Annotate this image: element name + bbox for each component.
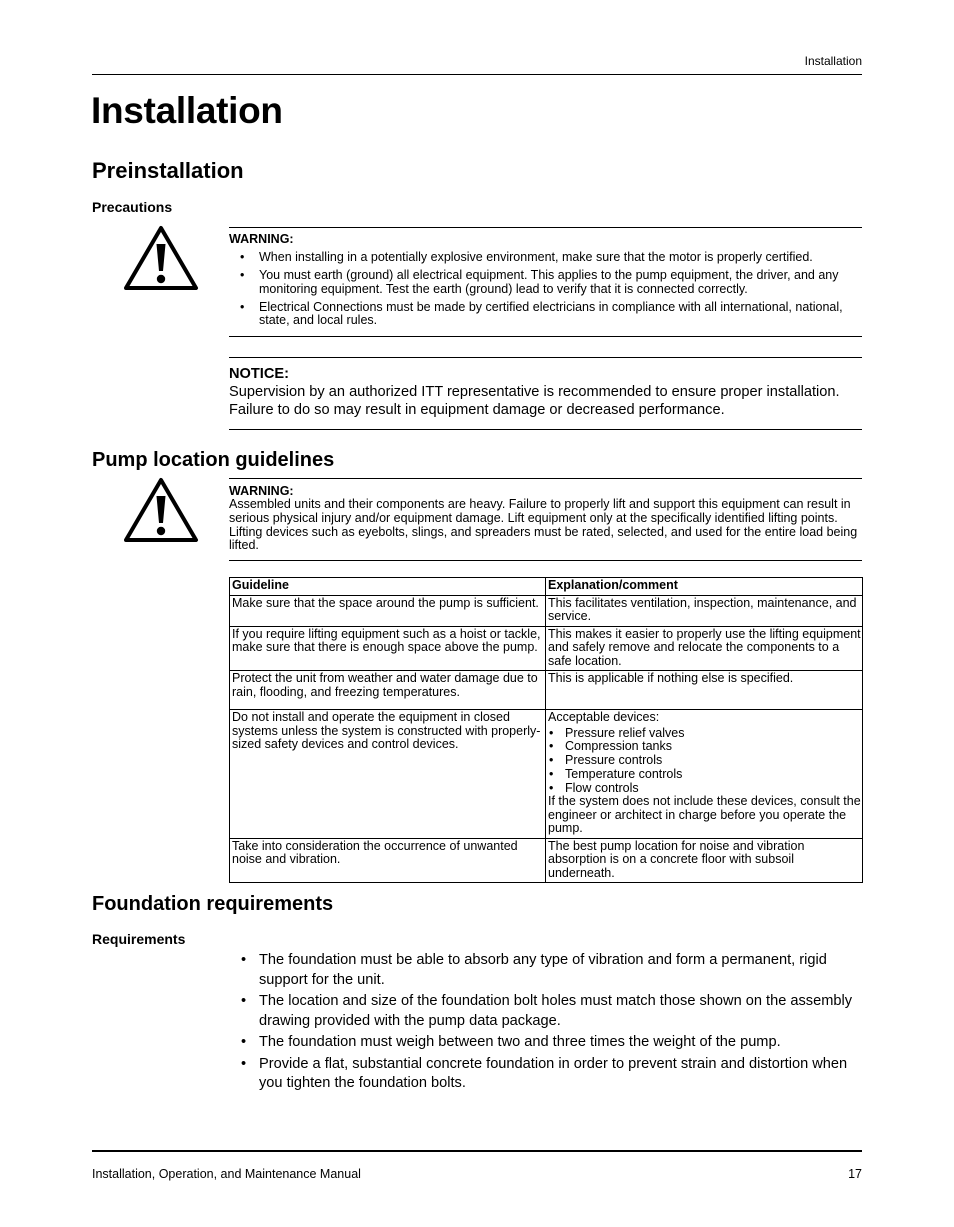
- table-row: [230, 838, 863, 883]
- list-item: • Compression tanks: [548, 740, 861, 754]
- footer-manual-title: Installation, Operation, and Maintenance Manual: [92, 1167, 361, 1181]
- guidelines-table: [229, 577, 863, 883]
- warning-top-rule: [229, 227, 862, 228]
- subheading-precautions: Precautions: [92, 199, 173, 215]
- warning-item: • Electrical Connections must be made by certified electricians in compliance with all international, national, state, and local rules.: [229, 301, 863, 328]
- explanation-cell: [546, 710, 863, 839]
- list-item: • The foundation must weigh between two and three times the weight of the pump.: [241, 1033, 856, 1053]
- notice-top-rule: [229, 357, 862, 358]
- explanation-intro: Acceptable devices:: [548, 710, 660, 724]
- warning-triangle-icon: [123, 224, 199, 291]
- warning-bottom-rule: [229, 336, 862, 337]
- warning2-label: WARNING:: [229, 484, 294, 498]
- list-item: • Pressure relief valves: [548, 727, 861, 741]
- explanation-cell: This is applicable if nothing else is specified.: [546, 671, 863, 710]
- requirements-list: [241, 951, 856, 1096]
- devices-list: [548, 727, 861, 796]
- table-row: [230, 671, 863, 710]
- subheading-requirements: Requirements: [92, 931, 186, 947]
- warning2-text: Assembled units and their components are heavy. Failure to properly lift and support this equipment can result in serious physical injury and/or equipment damage. Lift equipment only at the specifically identified lifting points. Lifting devices such as eyebolts, slings, and spreaders must be rated, selected, and used for the entire load being lifted.: [229, 497, 858, 553]
- warning-triangle-icon: [123, 476, 199, 543]
- notice-label: NOTICE:: [229, 366, 289, 382]
- warning-item: • You must earth (ground) all electrical equipment. This applies to the pump equipment, the driver, and any monitoring equipment. Test the earth (ground) lead to verify that it is connected correctly.: [229, 269, 863, 296]
- list-item: • Flow controls: [548, 782, 861, 796]
- table-row: [230, 595, 863, 626]
- running-header: Installation: [804, 54, 862, 68]
- list-item: • Temperature controls: [548, 768, 861, 782]
- explanation-cell: The best pump location for noise and vibration absorption is on a concrete floor with subsoil underneath.: [546, 838, 863, 883]
- warning2-top-rule: [229, 478, 862, 479]
- footer-rule: [92, 1150, 862, 1152]
- page-title: Installation: [91, 90, 283, 131]
- explanation-cell: This facilitates ventilation, inspection, maintenance, and service.: [546, 595, 863, 626]
- column-header-guideline: Guideline: [230, 578, 546, 596]
- notice-bottom-rule: [229, 429, 862, 430]
- warning-item: • When installing in a potentially explosive environment, make sure that the motor is properly certified.: [229, 251, 863, 265]
- page-number: 17: [848, 1167, 862, 1181]
- warning2-bottom-rule: [229, 560, 862, 561]
- list-item: • The location and size of the foundation bolt holes must match those shown on the assembly drawing provided with the pump data package.: [241, 992, 856, 1031]
- list-item: • The foundation must be able to absorb any type of vibration and form a permanent, rigid support for the unit.: [241, 951, 856, 990]
- table-header-row: [230, 578, 863, 596]
- table-row: [230, 710, 863, 839]
- guideline-cell: Take into consideration the occurrence of unwanted noise and vibration.: [230, 838, 546, 883]
- section-heading-foundation: Foundation requirements: [92, 893, 334, 915]
- guideline-cell: If you require lifting equipment such as a hoist or tackle, make sure that there is enough space above the pump.: [230, 626, 546, 671]
- warning-list: [229, 251, 863, 332]
- notice-text: Supervision by an authorized ITT representative is recommended to ensure proper installation. Failure to do so may result in equipment damage or decreased performance.: [229, 384, 840, 418]
- section-heading-preinstallation: Preinstallation: [92, 158, 244, 183]
- list-item: • Provide a flat, substantial concrete foundation in order to prevent strain and distortion when you tighten the foundation bolts.: [241, 1055, 856, 1094]
- guideline-cell: Make sure that the space around the pump is sufficient.: [230, 595, 546, 626]
- explanation-cell: This makes it easier to properly use the lifting equipment and safely remove and relocate the components to a safe location.: [546, 626, 863, 671]
- section-heading-pump-location: Pump location guidelines: [92, 449, 335, 471]
- list-item: • Pressure controls: [548, 754, 861, 768]
- guideline-cell: Protect the unit from weather and water damage due to rain, flooding, and freezing temperatures.: [230, 671, 546, 710]
- table-row: [230, 626, 863, 671]
- warning-label: WARNING:: [229, 232, 294, 246]
- column-header-explanation: Explanation/comment: [546, 578, 863, 596]
- header-rule: [92, 74, 862, 75]
- explanation-outro: If the system does not include these devices, consult the engineer or architect in charge before you operate the pump.: [548, 794, 861, 836]
- guideline-cell: Do not install and operate the equipment in closed systems unless the system is constructed with properly-sized safety devices and control devices.: [230, 710, 546, 839]
